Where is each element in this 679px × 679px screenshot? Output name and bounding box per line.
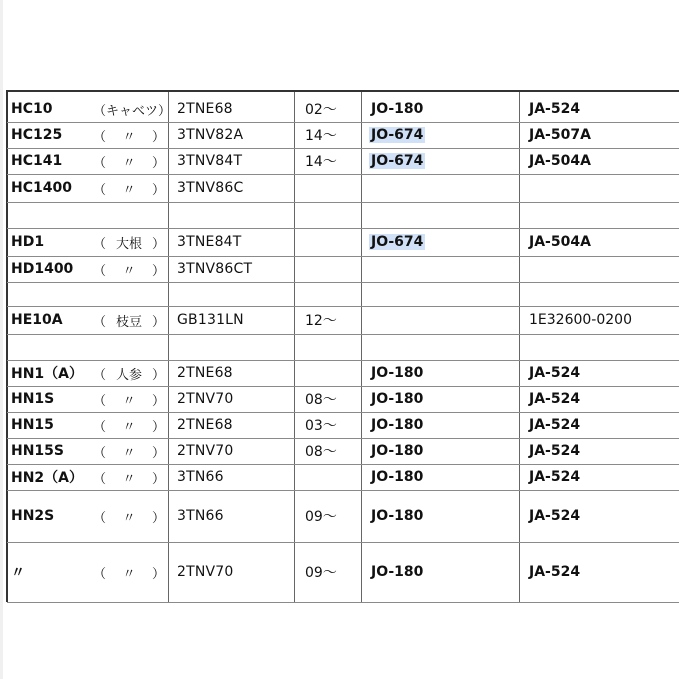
crop-label [93,96,172,122]
jo-part-number [371,122,425,148]
year-from: 03～ [305,418,337,434]
jo-part-number [371,386,423,412]
crop-name: 枝豆 [115,314,142,330]
engine-model: 2TNV70 [177,443,234,459]
crop-label [93,174,169,202]
bracket: （ [93,155,107,171]
table-row [7,202,679,229]
bracket: （ [93,103,107,119]
engine-model: 2TNE68 [177,365,233,381]
engine-model: 3TN66 [177,508,224,524]
crop-label [93,148,169,174]
year-from: 09～ [305,565,337,581]
jo-part-text: JO-180 [371,469,424,485]
ja-part-number: JA-524 [529,391,581,407]
crop-name: 〃 [122,471,136,487]
crop-label [93,438,169,464]
bracket: （ [93,314,107,330]
machine-code: HC10 [11,101,53,117]
machine-code: HC125 [11,127,63,143]
engine-model: 3TNE84T [177,234,242,250]
bracket: ） [151,445,165,461]
ja-part-number: JA-524 [529,469,581,485]
crop-label [93,542,169,602]
crop-label [93,490,169,542]
crop-label [93,412,169,438]
bracket: （ [93,471,107,487]
jo-part-number [371,542,423,602]
crop-name: 〃 [122,129,136,145]
bracket: ） [151,155,165,171]
crop-label [93,386,169,412]
crop-label [93,464,169,490]
bracket: （ [93,236,107,252]
table-row [7,306,679,335]
crop-label [93,256,169,282]
ja-part-number: JA-507A [529,127,591,143]
engine-model: 3TN66 [177,469,224,485]
engine-model: 3TNV82A [177,127,244,143]
engine-model: 3TNV84T [177,153,243,169]
jo-part-number [371,464,423,490]
table-row [7,148,679,175]
bracket: ） [151,510,165,526]
ja-part-number: JA-524 [529,417,581,433]
crop-label [93,202,169,228]
crop-name: 〃 [122,419,136,435]
bracket: ） [151,566,165,582]
year-from: 09～ [305,509,337,525]
table-row [7,490,679,543]
year-from: 14～ [305,154,337,170]
bracket: （ [93,419,107,435]
year-from: 08～ [305,444,337,460]
table-row [7,438,679,465]
crop-name: 〃 [122,182,136,198]
machine-code: HN2S [11,508,55,524]
table-row [7,96,679,123]
table-row [7,256,679,283]
machine-code: HN15S [11,443,64,459]
bracket: （ [93,367,107,383]
table-top-border [6,90,679,92]
engine-model: 3TNV86C [177,180,244,196]
crop-name: 〃 [122,566,136,582]
engine-model: 2TNE68 [177,101,233,117]
machine-code: HD1400 [11,261,74,277]
machine-code: HN1S [11,391,55,407]
crop-name: 〃 [122,445,136,461]
bracket: ） [151,419,165,435]
bracket: ） [151,314,165,330]
jo-part-text: JO-674 [371,153,424,169]
engine-model: 2TNE68 [177,417,233,433]
table-row [7,386,679,413]
bracket: ） [151,393,165,409]
year-from: 12～ [305,313,337,329]
machine-code: HN1（A） [11,366,84,382]
bracket: （ [93,393,107,409]
machine-code: HC141 [11,153,63,169]
table-row [7,542,679,603]
crop-label [93,360,169,386]
jo-part-text: JO-180 [371,101,424,117]
machine-code: HN2（A） [11,470,84,486]
table-row [7,412,679,439]
ja-part-number: JA-524 [529,365,581,381]
bracket: （ [93,510,107,526]
crop-label [93,228,169,256]
crop-name: 人参 [115,367,142,383]
bracket: ） [151,263,165,279]
table-row [7,122,679,149]
ja-part-number: JA-504A [529,234,591,250]
jo-part-text: JO-180 [371,391,424,407]
table-row [7,334,679,361]
year-from: 02～ [305,102,337,118]
machine-code: HC1400 [11,180,72,196]
engine-model: 3TNV86CT [177,261,253,277]
crop-label [93,282,169,306]
machine-code: HE10A [11,312,63,328]
ja-part-number: JA-524 [529,101,581,117]
jo-part-text: JO-180 [371,417,424,433]
ja-part-number: JA-504A [529,153,591,169]
crop-label [93,306,169,334]
jo-part-number [371,438,423,464]
engine-model: GB131LN [177,312,244,328]
crop-name: 〃 [122,510,136,526]
bracket: （ [93,182,107,198]
year-from: 14～ [305,128,337,144]
crop-name: 〃 [122,155,136,171]
machine-code: HN15 [11,417,54,433]
bracket: （ [93,566,107,582]
engine-model: 2TNV70 [177,391,234,407]
crop-name: キャベツ [106,103,159,119]
jo-part-text: JO-180 [371,564,424,580]
crop-label [93,334,169,360]
jo-part-number [371,228,425,256]
jo-part-text: JO-674 [371,127,424,143]
ja-part-number: 1E32600-0200 [529,312,632,328]
jo-part-number [371,148,425,174]
bracket: （ [93,445,107,461]
bracket: ） [151,182,165,198]
bracket: （ [93,263,107,279]
ja-part-number: JA-524 [529,508,581,524]
table-row [7,360,679,387]
jo-part-text: JO-674 [371,234,424,250]
jo-part-number [371,360,423,386]
ja-part-number: JA-524 [529,443,581,459]
jo-part-text: JO-180 [371,443,424,459]
bracket: ） [151,471,165,487]
ja-part-number: JA-524 [529,564,581,580]
jo-part-number [371,412,423,438]
jo-part-number [371,96,423,122]
jo-part-number [371,490,423,542]
crop-name: 〃 [122,393,136,409]
table-row [7,174,679,203]
bracket: ） [151,367,165,383]
crop-name: 大根 [115,236,142,252]
engine-model: 2TNV70 [177,564,234,580]
crop-label [93,122,169,148]
table-row [7,282,679,307]
jo-part-text: JO-180 [371,365,424,381]
crop-name: 〃 [122,263,136,279]
machine-code: HD1 [11,234,45,250]
bracket: ） [151,129,165,145]
year-from: 08～ [305,392,337,408]
bracket: ） [158,103,172,119]
bracket: ） [151,236,165,252]
jo-part-text: JO-180 [371,508,424,524]
machine-code: 〃 [11,565,25,581]
scan-edge-shadow [0,0,3,679]
table-row [7,228,679,257]
table-row [7,464,679,491]
bracket: （ [93,129,107,145]
